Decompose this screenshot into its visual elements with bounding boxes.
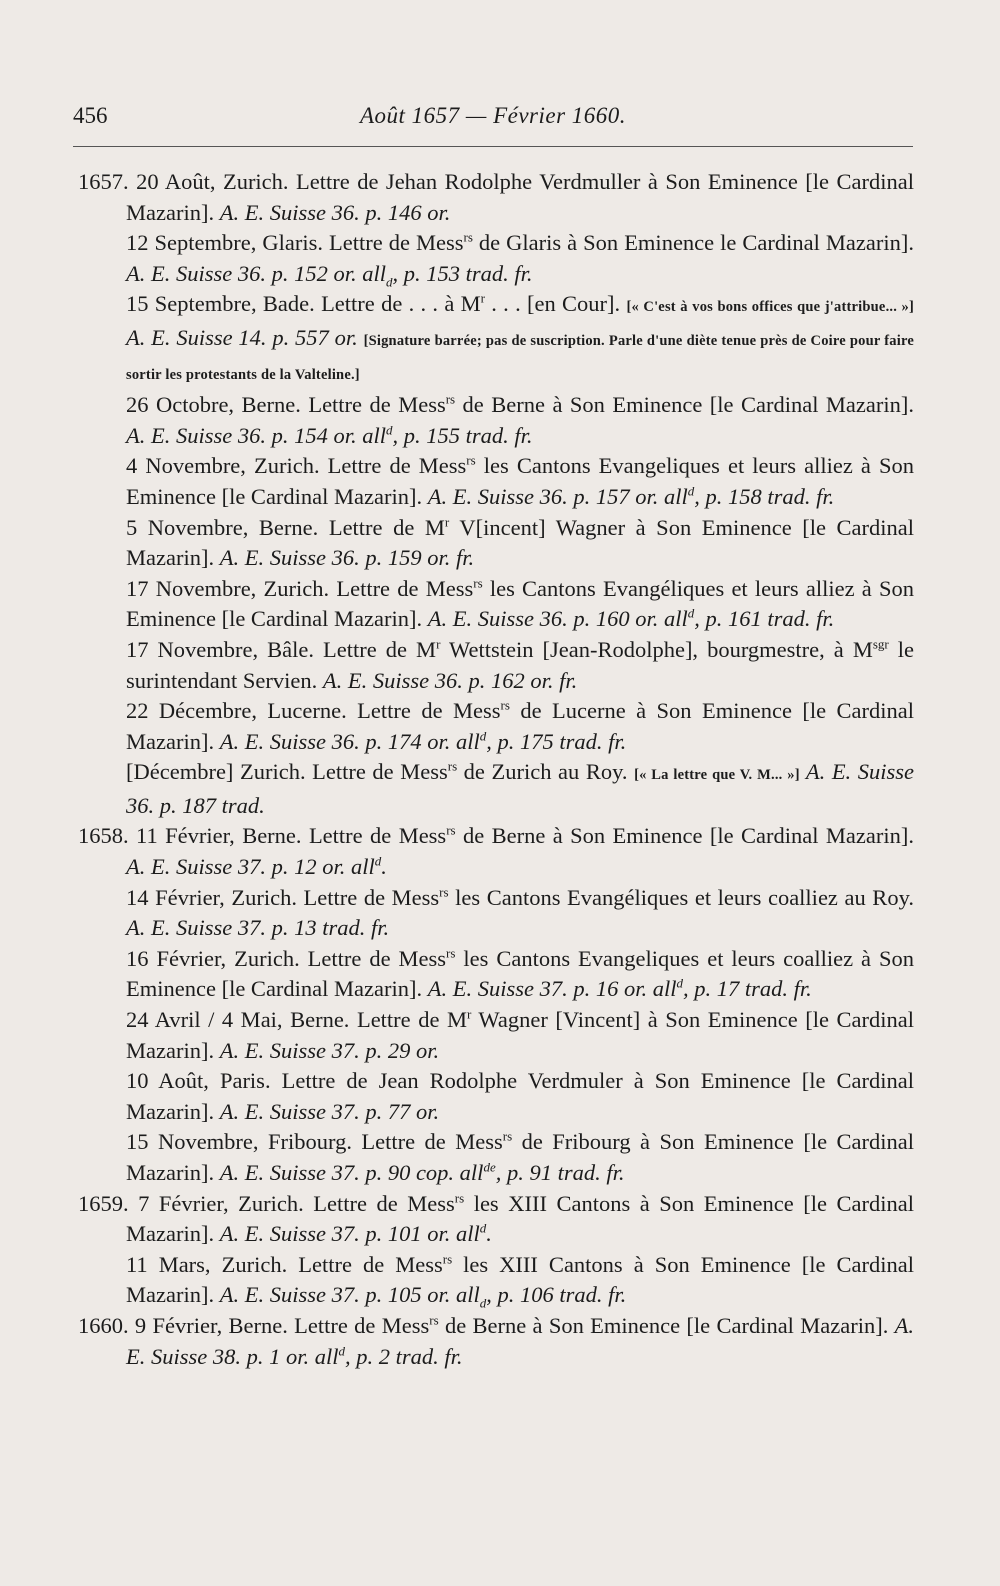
catalog-entry <box>78 1127 914 1188</box>
entry-source: A. E. Suisse 37. p. 13 trad. fr. <box>126 915 390 941</box>
entry-note: [Signature barrée; pas de suscription. Parle d'une diète tenue près de Coire pour faire sortir les protestants de la Valteline.] <box>126 332 914 383</box>
catalog-entry <box>78 1311 914 1372</box>
entry-text: 17 Novembre, Bâle. Lettre de $M^r$ Wettstein [Jean-Rodolphe], bourgmestre, à $M^{sgr}$ le surintendant Servien. <box>126 636 914 693</box>
entry-text: [Décembre] Zurich. Lettre de Mess$^{rs}$ de Zurich au Roy. <box>126 758 635 785</box>
catalog-entry <box>78 574 914 635</box>
entry-text: 14 Février, Zurich. Lettre de Mess$^{rs}$ les Cantons Evangéliques et leurs coalliez au Roy. <box>126 884 914 910</box>
entry-text: 22 Décembre, Lucerne. Lettre de Mess$^{rs}$ de Lucerne à Son Eminence [le Cardinal Mazarin]. <box>126 697 914 754</box>
entry-text: 11 Février, Berne. Lettre de Mess$^{rs}$ de Berne à Son Eminence [le Cardinal Mazarin]. <box>128 822 914 849</box>
entry-text: 24 Avril / 4 Mai, Berne. Lettre de $M^r$ Wagner [Vincent] à Son Eminence [le Cardinal Mazarin]. <box>126 1006 915 1063</box>
entry-text: 15 Septembre, Bade. Lettre de . . . à $M^r$ . . . [en Cour]. <box>126 290 627 317</box>
catalog-entry <box>78 289 914 390</box>
entry-source: A. E. Suisse 36. p. 154 or. all$^d$, p. 155 trad. fr. <box>126 422 533 448</box>
catalog-entry <box>78 1005 914 1066</box>
entry-source: A. E. Suisse 37. p. 105 or. all$_d$, p. 106 trad. fr. <box>219 1282 627 1311</box>
entry-text: 17 Novembre, Zurich. Lettre de Mess$^{rs}$ les Cantons Evangéliques et leurs alliez à Son Eminence [le Cardinal Mazarin]. <box>126 575 914 632</box>
entry-year: 1659. <box>78 1190 129 1216</box>
entry-source: A. E. Suisse 38. p. 1 or. all$^d$, p. 2 trad. fr. <box>126 1312 915 1369</box>
entry-text: 20 Août, Zurich. Lettre de Jehan Rodolphe Verdmuller à Son Eminence [le Cardinal Mazarin]. <box>126 169 914 225</box>
entry-text: 4 Novembre, Zurich. Lettre de Mess$^{rs}$ les Cantons Evangeliques et leurs alliez à Son Eminence [le Cardinal Mazarin]. <box>126 452 914 509</box>
page-number: 456 <box>73 103 108 128</box>
entry-source: A. E. Suisse 36. p. 162 or. fr. <box>322 667 578 693</box>
entry-source: A. E. Suisse 36. p. 174 or. all$^d$, p. 175 trad. fr. <box>219 728 627 754</box>
entry-source: A. E. Suisse 37. p. 101 or. all$^d$. <box>219 1220 492 1247</box>
entry-source: A. E. Suisse 37. p. 29 or. <box>219 1037 440 1063</box>
catalog-entry <box>78 1066 914 1127</box>
entry-source: A. E. Suisse 36. p. 159 or. fr. <box>219 545 475 571</box>
entry-source: A. E. Suisse 37. p. 90 cop. all$^{de}$, p. 91 trad. fr. <box>219 1159 625 1185</box>
entry-text: 11 Mars, Zurich. Lettre de Mess$^{rs}$ les XIII Cantons à Son Eminence [le Cardinal Mazarin]. <box>126 1251 914 1308</box>
entry-source: A. E. Suisse 37. p. 77 or. <box>219 1098 440 1124</box>
entry-year: 1657. <box>78 169 129 194</box>
catalog-entry <box>78 1250 914 1311</box>
running-title: Août 1657 — Février 1660. <box>359 103 627 128</box>
entry-list <box>78 167 914 1372</box>
catalog-entry <box>78 821 914 882</box>
catalog-entry <box>78 451 914 512</box>
catalog-entry <box>78 883 914 944</box>
catalog-entry <box>78 635 914 696</box>
entry-text: 16 Février, Zurich. Lettre de Mess$^{rs}$ les Cantons Evangeliques et leurs coalliez à Son Eminence [le Cardinal Mazarin]. <box>126 945 914 1002</box>
page-header <box>73 103 913 137</box>
entry-source: A. E. Suisse 36. p. 146 or. <box>219 199 451 225</box>
catalog-entry <box>78 513 914 574</box>
catalog-entry <box>78 1189 914 1250</box>
catalog-entry <box>78 757 914 821</box>
catalog-entry <box>78 944 914 1005</box>
entry-source: A. E. Suisse 36. p. 152 or. all$_d$, p. 153 trad. fr. <box>126 260 533 290</box>
entry-text: 10 Août, Paris. Lettre de Jean Rodolphe Verdmuler à Son Eminence [le Cardinal Mazarin]. <box>126 1068 914 1124</box>
catalog-entry <box>78 167 914 228</box>
entry-year: 1658. <box>78 823 129 849</box>
entry-source: A. E. Suisse 36. p. 187 trad. <box>126 759 914 818</box>
entry-source: A. E. Suisse 14. p. 557 or. <box>126 324 364 350</box>
entry-text: 26 Octobre, Berne. Lettre de Mess$^{rs}$ de Berne à Son Eminence [le Cardinal Mazarin]. <box>126 391 914 418</box>
entry-text: 9 Février, Berne. Lettre de Mess$^{rs}$ de Berne à Son Eminence [le Cardinal Mazarin]. <box>128 1312 895 1338</box>
entry-source: A. E. Suisse 36. p. 157 or. all$^d$, p. 158 trad. fr. <box>427 483 835 509</box>
entry-text: 5 Novembre, Berne. Lettre de $M^r$ V[incent] Wagner à Son Eminence [le Cardinal Mazarin]. <box>126 514 914 571</box>
entry-text: 7 Février, Zurich. Lettre de Mess$^{rs}$ les XIII Cantons à Son Eminence [le Cardinal Mazarin]. <box>126 1190 914 1247</box>
entry-source: A. E. Suisse 37. p. 12 or. all$^d$. <box>126 853 387 880</box>
catalog-entry <box>78 228 914 289</box>
entry-note: [« La lettre que V. M... »] <box>634 767 800 784</box>
entry-year: 1660. <box>78 1312 129 1338</box>
catalog-entry <box>78 696 914 757</box>
entry-text: 12 Septembre, Glaris. Lettre de Mess$^{rs}$ de Glaris à Son Eminence le Cardinal Mazarin]. <box>126 229 914 256</box>
header-rule <box>73 146 913 147</box>
entry-source: A. E. Suisse 37. p. 16 or. all$^d$, p. 17 trad. fr. <box>427 975 812 1002</box>
catalog-entry <box>78 390 914 451</box>
entry-text: 15 Novembre, Fribourg. Lettre de Mess$^{rs}$ de Fribourg à Son Eminence [le Cardinal Mazarin]. <box>126 1128 914 1185</box>
entry-note: [« C'est à vos bons offices que j'attribue... »] <box>626 299 915 316</box>
entry-source: A. E. Suisse 36. p. 160 or. all$^d$, p. 161 trad. fr. <box>427 605 835 632</box>
